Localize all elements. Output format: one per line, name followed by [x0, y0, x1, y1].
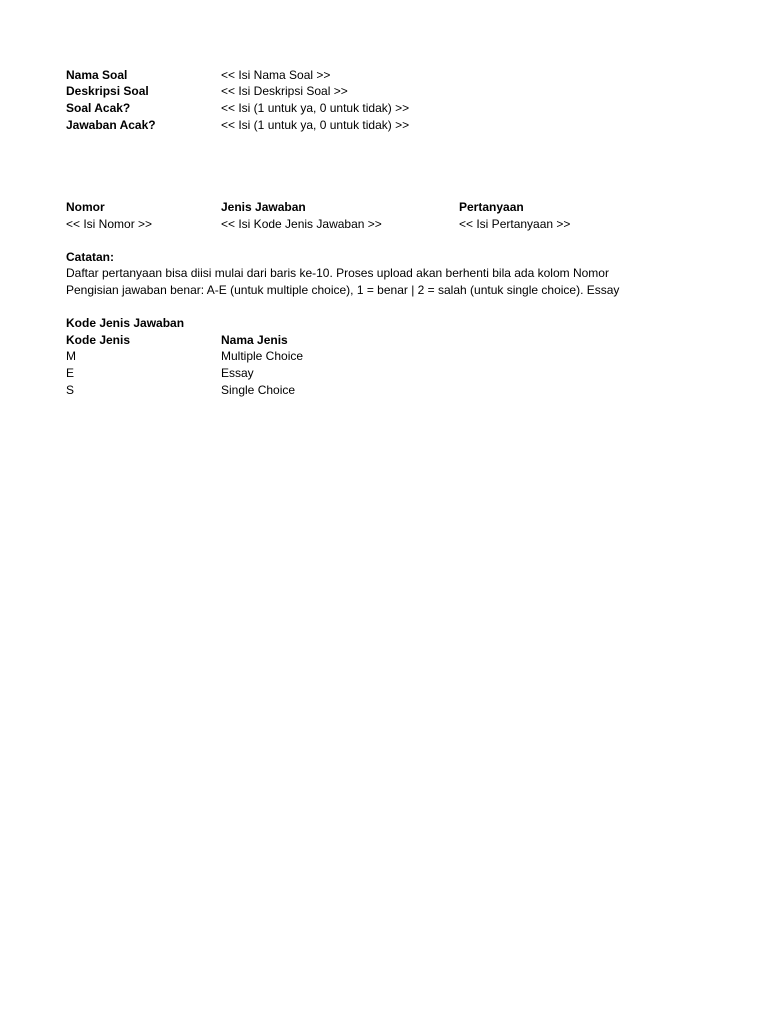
answer-type-row [0, 365, 768, 381]
header-label: Soal Acak? [66, 101, 131, 115]
header-label: Nama Soal [66, 68, 128, 82]
answer-type-row [0, 348, 768, 364]
header-row-deskripsi-soal [0, 83, 768, 99]
column-header-kode-jenis: Kode Jenis [66, 333, 131, 347]
cell-nama-jenis: Essay [221, 366, 254, 380]
header-value: << Isi Deskripsi Soal >> [221, 84, 348, 98]
answer-types-title: Kode Jenis Jawaban [66, 316, 185, 330]
header-value: << Isi Nama Soal >> [221, 68, 331, 82]
column-header-jenis-jawaban: Jenis Jawaban [221, 200, 306, 214]
cell-kode-jenis: M [66, 349, 76, 363]
cell-nama-jenis: Multiple Choice [221, 349, 304, 363]
questions-table-row [0, 216, 768, 232]
answer-types-title-row [0, 315, 768, 331]
cell-kode-jenis: S [66, 383, 75, 397]
header-row-soal-acak [0, 100, 768, 116]
cell-pertanyaan: << Isi Pertanyaan >> [459, 217, 571, 231]
notes-title: Catatan: [66, 250, 115, 264]
column-header-nomor: Nomor [66, 200, 105, 214]
notes-title-row [0, 249, 768, 265]
notes-line-row [0, 282, 768, 298]
header-row-nama-soal [0, 67, 768, 83]
notes-line-row [0, 265, 768, 281]
header-value: << Isi (1 untuk ya, 0 untuk tidak) >> [221, 118, 410, 132]
header-label: Deskripsi Soal [66, 84, 149, 98]
cell-nama-jenis: Single Choice [221, 383, 296, 397]
answer-types-header [0, 332, 768, 348]
header-label: Jawaban Acak? [66, 118, 156, 132]
answer-type-row [0, 382, 768, 398]
cell-jenis-jawaban: << Isi Kode Jenis Jawaban >> [221, 217, 382, 231]
column-header-pertanyaan: Pertanyaan [459, 200, 524, 214]
header-row-jawaban-acak [0, 117, 768, 133]
column-header-nama-jenis: Nama Jenis [221, 333, 288, 347]
cell-kode-jenis: E [66, 366, 75, 380]
notes-line: Daftar pertanyaan bisa diisi mulai dari baris ke-10. Proses upload akan berhenti bila ada kolom Nomor [66, 266, 609, 280]
cell-nomor: << Isi Nomor >> [66, 217, 153, 231]
questions-table-header [0, 199, 768, 215]
notes-line: Pengisian jawaban benar: A-E (untuk multiple choice), 1 = benar | 2 = salah (untuk single choice). Essay [66, 283, 620, 297]
header-value: << Isi (1 untuk ya, 0 untuk tidak) >> [221, 101, 410, 115]
